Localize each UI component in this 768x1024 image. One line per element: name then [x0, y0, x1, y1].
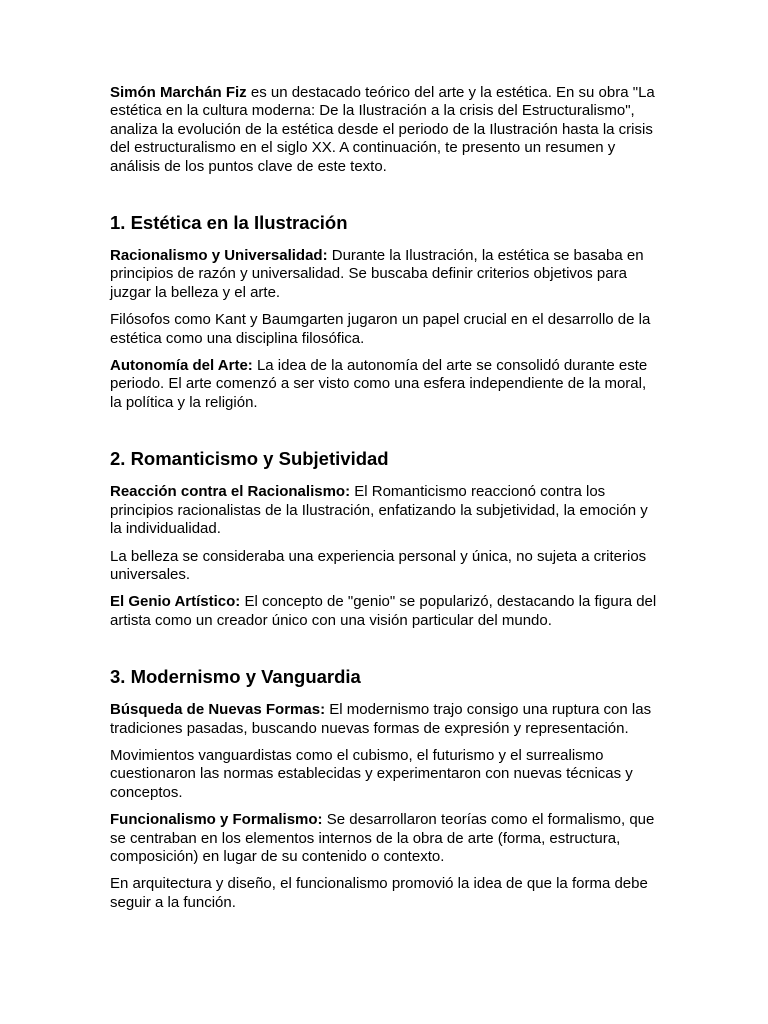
paragraph-text: La idea de la autonomía del arte se consolidó durante este periodo. El arte comenzó a ser visto como una esfera independiente de la moral, la política y la religión.	[110, 357, 648, 411]
section-heading: 2. Romanticismo y Subjetividad	[110, 448, 389, 470]
paragraph-lead: Funcionalismo y Formalismo:	[110, 811, 323, 829]
paragraph-text: El modernismo trajo consigo una ruptura con las tradiciones pasadas, buscando nuevas formas de expresión y representación.	[110, 701, 652, 737]
paragraph-text: Movimientos vanguardistas como el cubismo, el futurismo y el surrealismo cuestionaron las normas establecidas y experimentaron con nuevas técnicas y conceptos.	[110, 746, 633, 801]
paragraph-text: El Romanticismo reaccionó contra los principios racionalistas de la Ilustración, enfatizando la subjetividad, la emoción y la individualidad.	[110, 483, 648, 538]
paragraph-lead: Racionalismo y Universalidad:	[110, 247, 328, 265]
paragraph-lead: Autonomía del Arte:	[110, 357, 253, 375]
section-modernismo	[110, 666, 658, 912]
paragraph-lead: El Genio Artístico:	[110, 593, 241, 611]
section-paragraph	[110, 701, 658, 738]
section-paragraph	[110, 311, 658, 348]
section-paragraph	[110, 548, 658, 585]
section-paragraph	[110, 483, 658, 538]
intro-paragraph	[110, 84, 658, 176]
intro-lead: Simón Marchán Fiz	[110, 84, 247, 101]
section-paragraph	[110, 811, 658, 866]
section-heading: 3. Modernismo y Vanguardia	[110, 666, 361, 688]
paragraph-lead: Búsqueda de Nuevas Formas:	[110, 701, 326, 719]
section-paragraph	[110, 747, 658, 802]
section-paragraph	[110, 357, 658, 412]
paragraph-text: Filósofos como Kant y Baumgarten jugaron un papel crucial en el desarrollo de la estética como una disciplina filosófica.	[110, 311, 651, 347]
paragraph-text: Durante la Ilustración, la estética se basaba en principios de razón y universalidad. Se buscaba definir criterios objetivos para juzgar la belleza y el arte.	[110, 247, 644, 301]
section-romanticismo	[110, 448, 658, 630]
paragraph-text: El concepto de "genio" se popularizó, destacando la figura del artista como un creador único con una visión particular del mundo.	[110, 593, 657, 629]
paragraph-text: En arquitectura y diseño, el funcionalismo promovió la idea de que la forma debe seguir a la función.	[110, 875, 648, 911]
section-paragraph	[110, 593, 658, 630]
section-paragraph	[110, 875, 658, 912]
section-ilustracion	[110, 212, 658, 412]
paragraph-lead: Reacción contra el Racionalismo:	[110, 483, 351, 501]
section-paragraph	[110, 247, 658, 302]
section-heading: 1. Estética en la Ilustración	[110, 212, 348, 234]
document-page	[110, 84, 658, 948]
paragraph-text: La belleza se consideraba una experiencia personal y única, no sujeta a criterios universales.	[110, 547, 647, 583]
intro-text: es un destacado teórico del arte y la estética. En su obra "La estética en la cultura moderna: De la Ilustración a la crisis del Estructuralismo", analiza la evolución de la estética desde el periodo de la Ilustración hasta la crisis del estructuralismo en el siglo XX. A continuación, te presento un resumen y análisis de los puntos clave de este texto.	[110, 84, 655, 175]
paragraph-text: Se desarrollaron teorías como el formalismo, que se centraban en los elementos internos de la obra de arte (forma, estructura, composición) en lugar de su contenido o contexto.	[110, 811, 655, 865]
